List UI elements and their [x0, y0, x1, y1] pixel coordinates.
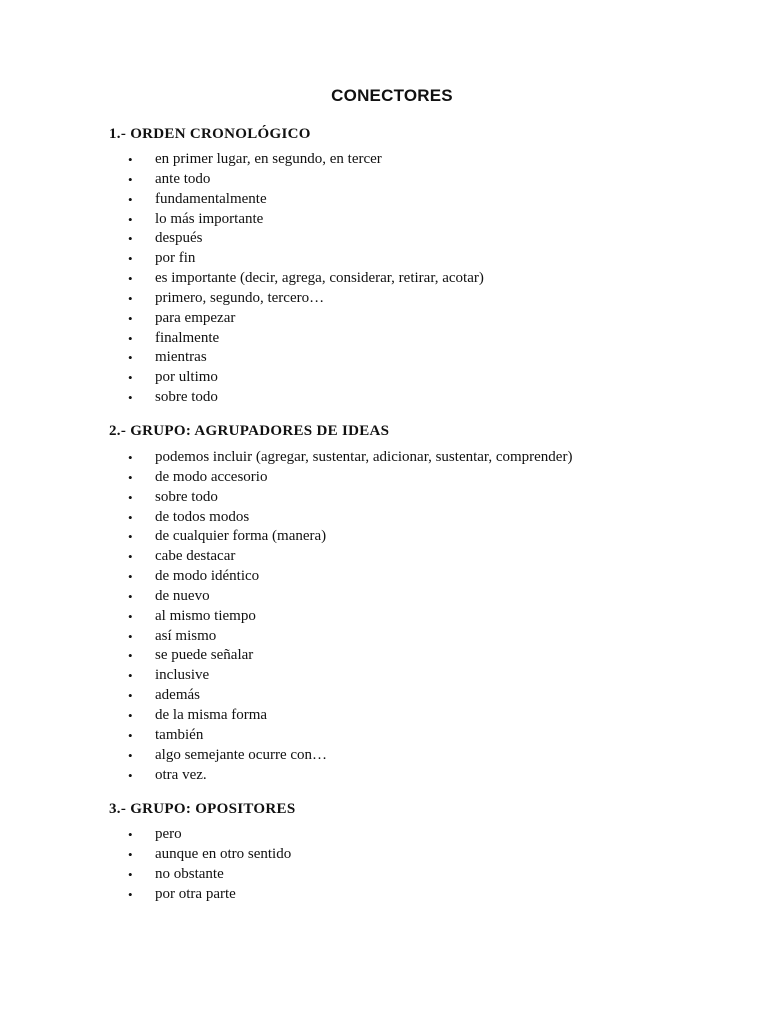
list-item-text: se puede señalar	[155, 647, 254, 664]
list-item-text: sobre todo	[155, 389, 218, 406]
bullet-icon: •	[128, 290, 133, 306]
bullet-icon: •	[128, 608, 133, 624]
list-item-text: de modo idéntico	[155, 568, 260, 585]
bullet-icon: •	[128, 271, 133, 287]
list-item-text: de nuevo	[155, 587, 210, 604]
document-title: CONECTORES	[331, 86, 453, 105]
bullet-icon: •	[128, 390, 133, 406]
bullet-icon: •	[128, 231, 133, 247]
list-item-text: no obstante	[155, 865, 224, 882]
bullet-icon: •	[128, 727, 133, 743]
bullet-icon: •	[128, 251, 133, 267]
bullet-icon: •	[128, 707, 133, 723]
bullet-icon: •	[128, 688, 133, 704]
bullet-icon: •	[128, 866, 133, 882]
list-item-text: después	[155, 230, 203, 247]
bullet-icon: •	[128, 370, 133, 386]
bullet-icon: •	[128, 588, 133, 604]
bullet-icon: •	[128, 569, 133, 585]
bullet-icon: •	[128, 171, 133, 187]
bullet-icon: •	[128, 211, 133, 227]
list-item-text: por fin	[155, 250, 196, 267]
section-heading-opositores: 3.- GRUPO: OPOSITORES	[109, 801, 296, 817]
list-item-text: ante todo	[155, 170, 211, 187]
bullet-icon: •	[128, 747, 133, 763]
list-item-text: de cualquier forma (manera)	[155, 528, 327, 545]
list-item-text: finalmente	[155, 329, 220, 346]
list-item-text: al mismo tiempo	[155, 607, 256, 624]
list-item-text: otra vez.	[155, 766, 207, 783]
bullet-icon: •	[128, 668, 133, 684]
bullet-icon: •	[128, 886, 133, 902]
list-item-text: por ultimo	[155, 369, 218, 386]
list-item-text: por otra parte	[155, 885, 236, 902]
list-item-text: de todos modos	[155, 508, 250, 525]
list-item-text: algo semejante ocurre con…	[155, 746, 328, 763]
list-item-text: aunque en otro sentido	[155, 845, 292, 862]
list-item-text: cabe destacar	[155, 548, 236, 565]
bullet-icon: •	[128, 648, 133, 664]
list-item-text: sobre todo	[155, 488, 218, 505]
list-item-text: mientras	[155, 349, 207, 366]
bullet-icon: •	[128, 628, 133, 644]
bullet-icon: •	[128, 529, 133, 545]
bullet-icon: •	[128, 549, 133, 565]
list-item-text: podemos incluir (agregar, sustentar, adicionar, sustentar, comprender)	[155, 449, 573, 465]
bullet-icon: •	[128, 767, 133, 783]
list-item-text: lo más importante	[155, 210, 264, 227]
list-item-text: pero	[155, 826, 182, 842]
list-item-text: de modo accesorio	[155, 468, 268, 485]
list-item-text: además	[155, 687, 200, 704]
list-item-text: fundamentalmente	[155, 190, 267, 207]
list-item-text: en primer lugar, en segundo, en tercer	[155, 151, 382, 167]
list-item-text: primero, segundo, tercero…	[155, 289, 325, 306]
bullet-icon: •	[128, 310, 133, 326]
bullet-icon: •	[128, 846, 133, 862]
list-item-text: inclusive	[155, 667, 210, 684]
list-item-text: es importante (decir, agrega, considerar, retirar, acotar)	[155, 270, 484, 287]
bullet-icon: •	[128, 191, 133, 207]
list-item-text: para empezar	[155, 309, 236, 326]
bullet-icon: •	[128, 152, 133, 167]
bullet-icon: •	[128, 827, 133, 842]
bullet-icon: •	[128, 330, 133, 346]
section-heading-orden-cronologico: 1.- ORDEN CRONOLÓGICO	[109, 126, 311, 142]
bullet-icon: •	[128, 469, 133, 485]
bullet-icon: •	[128, 450, 133, 465]
bullet-icon: •	[128, 350, 133, 366]
list-item-text: de la misma forma	[155, 706, 268, 723]
bullet-icon: •	[128, 489, 133, 505]
bullet-icon: •	[128, 509, 133, 525]
list-item-text: así mismo	[155, 627, 217, 644]
list-item-text: también	[155, 726, 204, 743]
section-heading-agrupadores: 2.- GRUPO: AGRUPADORES DE IDEAS	[109, 423, 390, 439]
